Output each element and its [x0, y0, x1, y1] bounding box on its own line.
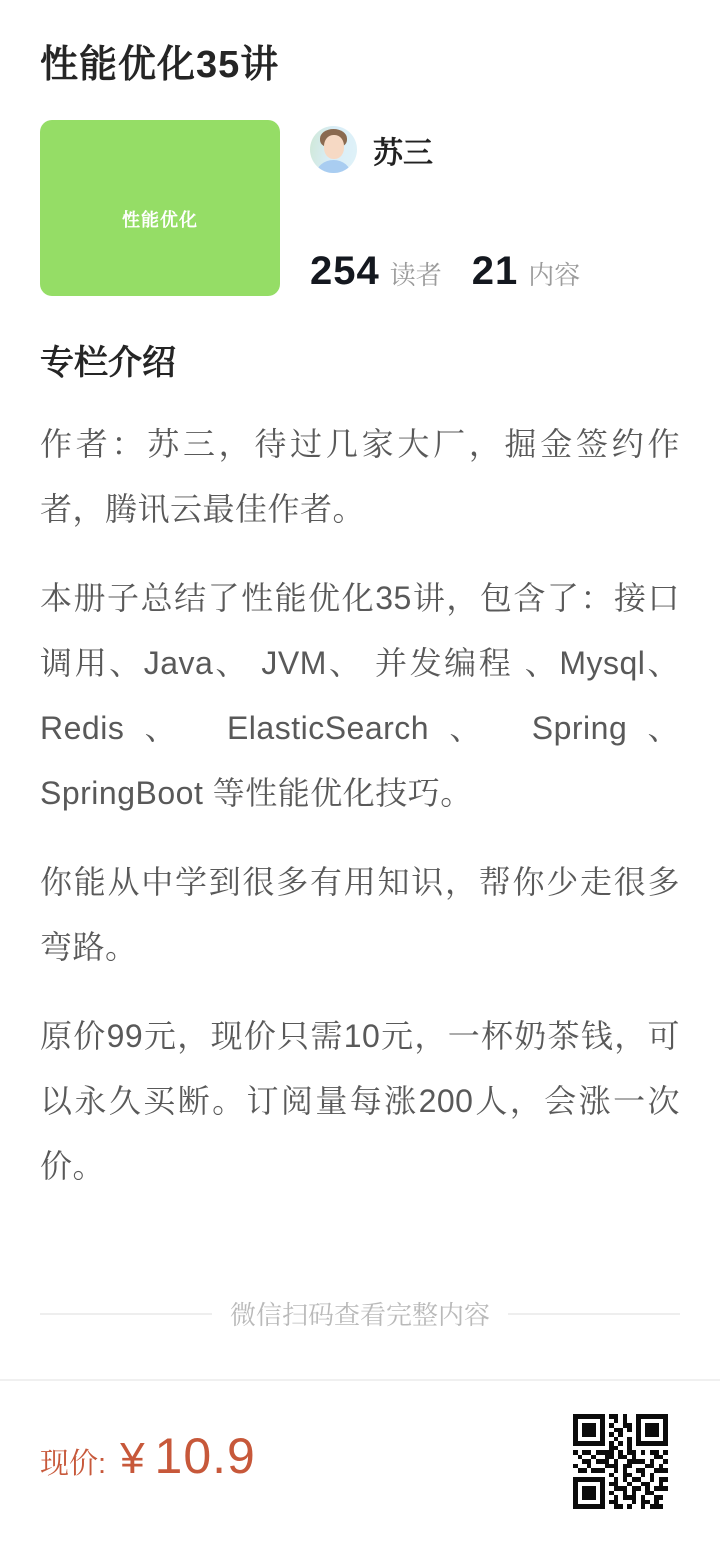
contents-label: 内容 [528, 260, 581, 290]
price-row [40, 1427, 256, 1485]
page-title: 性能优化35讲 [40, 44, 280, 86]
contents-count: 21 [471, 249, 519, 293]
qr-code-icon [573, 1414, 668, 1509]
author-row [310, 126, 680, 173]
intro-paragraph-1: 作者：苏三，待过几家大厂，掘金签约作者，腾讯云最佳作者。 [40, 426, 680, 528]
purchase-footer [0, 1379, 720, 1541]
column-cover [40, 120, 280, 296]
price-currency-symbol: ¥ [120, 1434, 145, 1483]
column-meta [310, 120, 680, 296]
scan-hint-text: 微信扫码查看完整内容 [230, 1300, 491, 1330]
divider-line-right [508, 1313, 680, 1315]
stats-row [310, 249, 680, 294]
page-content [0, 42, 720, 1199]
readers-count: 254 [310, 249, 380, 293]
price-label: 现价: [40, 1448, 107, 1480]
author-name: 苏三 [373, 136, 433, 170]
price-value: 10.9 [154, 1428, 256, 1484]
scan-divider [40, 1295, 680, 1332]
stat-readers [310, 249, 442, 294]
avatar-shirt-shape [316, 160, 351, 173]
intro-paragraph-2: 本册子总结了性能优化35讲，包含了：接口调用、Java、 JVM、 并发编程 、Mysql、 Redis、 ElasticSearch、 Spring、 SpringBoot 等性能优化技巧。 [40, 580, 680, 812]
author-avatar-icon [310, 126, 357, 173]
readers-label: 读者 [389, 260, 442, 290]
divider-line-left [40, 1313, 212, 1315]
column-summary [40, 120, 680, 296]
cover-label: 性能优化 [122, 210, 198, 230]
stat-contents [472, 249, 581, 294]
intro-paragraph-4: 原价99元，现价只需10元，一杯奶茶钱，可以永久买断。订阅量每涨200人，会涨一次价。 [40, 1018, 680, 1185]
avatar-face-shape [324, 135, 344, 159]
intro-heading: 专栏介绍 [40, 344, 176, 382]
intro-paragraph-3: 你能从中学到很多有用知识，帮你少走很多弯路。 [40, 864, 680, 966]
